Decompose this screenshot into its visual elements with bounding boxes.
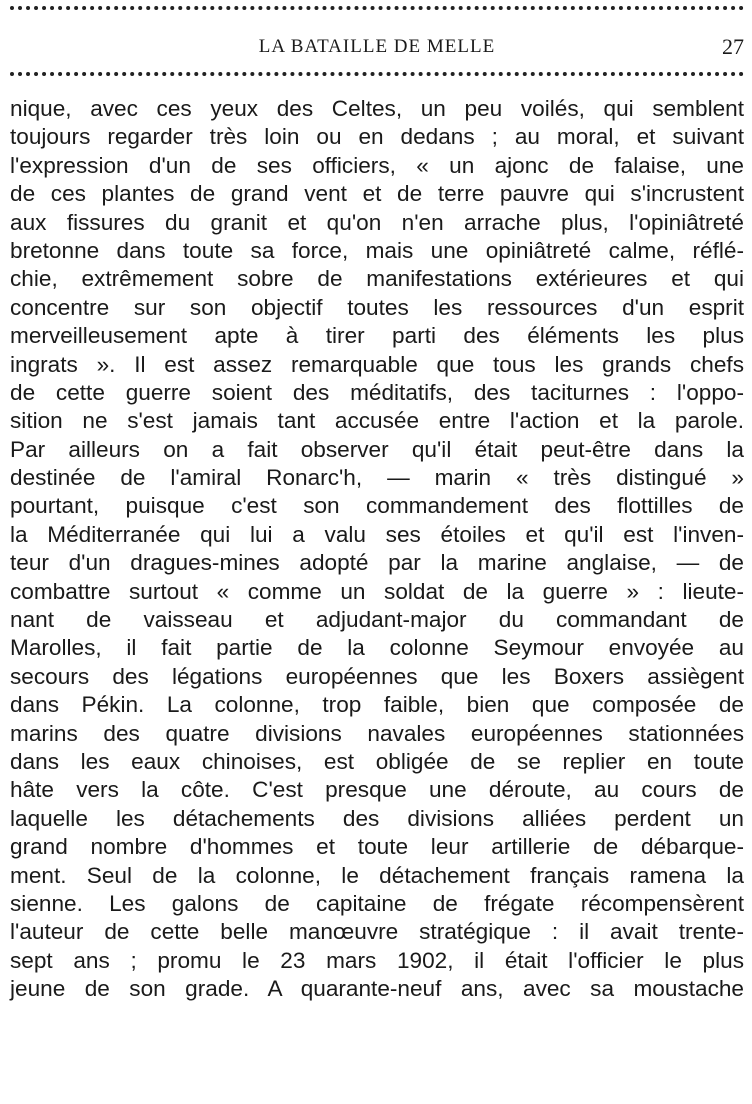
text-line: la Méditerranée qui lui a valu ses étoiles et qu'il est l'inven- xyxy=(10,521,744,547)
text-line: pourtant, puisque c'est son commandement des flottilles de xyxy=(10,493,744,519)
header-top-dotted-rule xyxy=(10,6,744,10)
text-line: grand nombre d'hommes et toute leur artillerie de débarque- xyxy=(10,834,744,860)
text-line: de cette guerre soient des méditatifs, des taciturnes : l'oppo- xyxy=(10,379,744,405)
text-line: sienne. Les galons de capitaine de frégate récompensèrent xyxy=(10,890,744,916)
text-line: Marolles, il fait partie de la colonne Seymour envoyée au xyxy=(10,635,744,661)
body-text xyxy=(10,95,744,1004)
text-line: combattre surtout « comme un soldat de la guerre » : lieute- xyxy=(10,578,744,604)
text-line: dans les eaux chinoises, est obligée de se replier en toute xyxy=(10,748,744,774)
text-line: dans Pékin. La colonne, trop faible, bien que composée de xyxy=(10,692,744,718)
running-header xyxy=(10,32,744,66)
text-line: nique, avec ces yeux des Celtes, un peu voilés, qui semblent xyxy=(10,96,744,121)
text-line: laquelle les détachements des divisions alliées perdent un xyxy=(10,805,744,831)
text-line: merveilleusement apte à tirer parti des éléments les plus xyxy=(10,323,744,349)
page-number: 27 xyxy=(722,34,744,59)
text-line: teur d'un dragues-mines adopté par la marine anglaise, — de xyxy=(10,550,744,576)
text-line: aux fissures du granit et qu'on n'en arrache plus, l'opiniâtreté xyxy=(10,209,744,235)
text-line: concentre sur son objectif toutes les ressources d'un esprit xyxy=(10,294,744,320)
text-line: l'expression d'un de ses officiers, « un ajonc de falaise, une xyxy=(10,152,744,178)
text-line: nant de vaisseau et adjudant-major du commandant de xyxy=(10,607,744,633)
text-line: bretonne dans toute sa force, mais une opiniâtreté calme, réflé- xyxy=(10,237,744,263)
text-line: l'auteur de cette belle manœuvre stratégique : il avait trente- xyxy=(10,919,744,945)
text-line: destinée de l'amiral Ronarc'h, — marin « très distingué » xyxy=(10,465,744,491)
text-line: marins des quatre divisions navales européennes stationnées xyxy=(10,720,744,746)
text-line: sept ans ; promu le 23 mars 1902, il était l'officier le plus xyxy=(10,947,744,973)
text-line: ment. Seul de la colonne, le détachement français ramena la xyxy=(10,862,744,888)
running-title: LA BATAILLE DE MELLE xyxy=(258,36,496,57)
text-line: Par ailleurs on a fait observer qu'il était peut-être dans la xyxy=(10,436,744,462)
text-line: ingrats ». Il est assez remarquable que tous les grands chefs xyxy=(10,351,744,377)
text-line: hâte vers la côte. C'est presque une déroute, au cours de xyxy=(10,777,744,803)
text-line: de ces plantes de grand vent et de terre pauvre qui s'incrustent xyxy=(10,181,744,207)
text-line: jeune de son grade. A quarante-neuf ans, avec sa moustache xyxy=(10,976,744,1002)
header-bottom-dotted-rule xyxy=(10,72,744,76)
text-line: secours des légations européennes que les Boxers assiègent xyxy=(10,663,744,689)
text-line: sition ne s'est jamais tant accusée entre l'action et la parole. xyxy=(10,408,744,434)
text-line: toujours regarder très loin ou en dedans ; au moral, et suivant xyxy=(10,124,744,150)
text-line: chie, extrêmement sobre de manifestations extérieures et qui xyxy=(10,266,744,292)
